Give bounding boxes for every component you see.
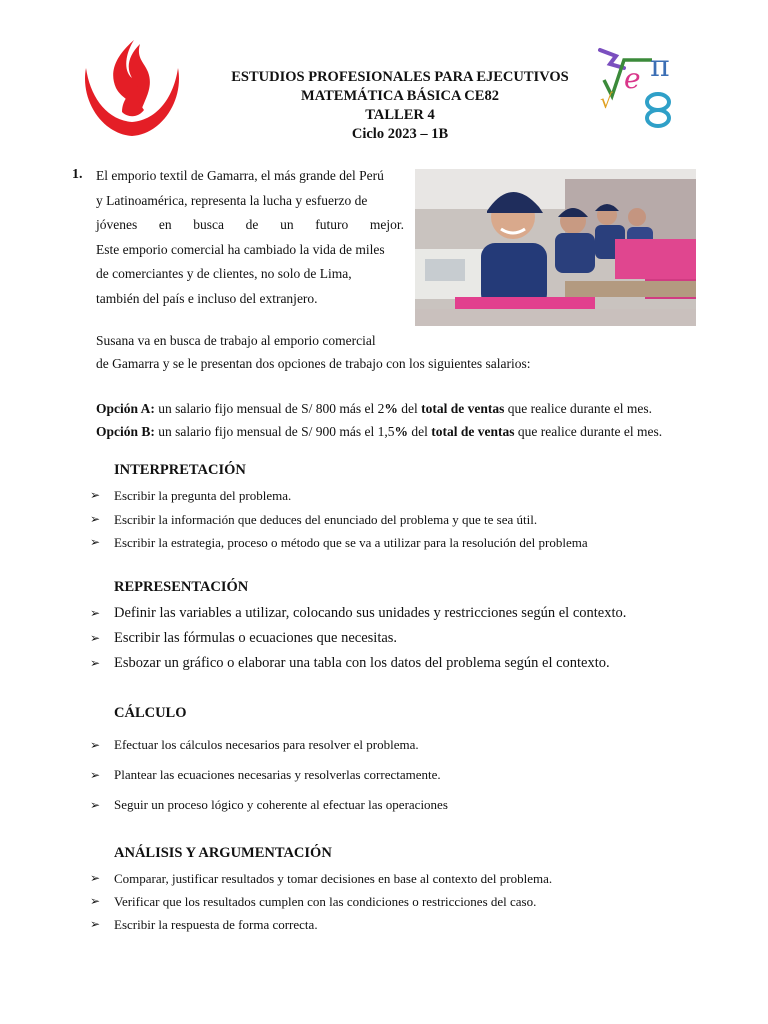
list-item [90,626,626,651]
option-b-bold: total de ventas [431,424,515,439]
list-item-text: Escribir la respuesta de forma correcta. [114,917,318,932]
section-title-calculo: CÁLCULO [114,705,187,721]
list-item [90,601,626,626]
document-header [200,68,600,144]
calculo-list [90,730,448,820]
section-title-interpretacion: INTERPRETACIÓN [114,462,246,478]
intro-line: también del país e incluso del extranjero. [96,290,318,306]
list-item-text: Escribir la pregunta del problema. [114,488,292,503]
section-title-analisis: ANÁLISIS Y ARGUMENTACIÓN [114,845,332,861]
svg-text:π: π [650,49,670,84]
option-a-text-3: que realice durante el mes. [504,401,653,416]
problem-number: 1. [72,167,83,182]
list-item-text: Verificar que los resultados cumplen con las condiciones o restricciones del caso. [114,894,537,909]
arrow-bullet-icon: ➢ [90,511,101,526]
arrow-bullet-icon: ➢ [90,488,101,502]
arrow-bullet-icon: ➢ [90,535,101,549]
option-a-label: Opción A: [96,401,155,416]
list-item [90,651,626,676]
header-line-1: ESTUDIOS PROFESIONALES PARA EJECUTIVOS [231,69,569,85]
context-line-2: de Gamarra y se le presentan dos opciones de trabajo con los siguientes salarios: [96,356,531,371]
list-item [90,913,552,936]
option-a-bold: total de ventas [421,401,505,416]
arrow-bullet-icon: ➢ [90,631,101,645]
intro-line: Este emporio comercial ha cambiado la vida de miles [96,241,385,257]
arrow-bullet-icon: ➢ [90,871,101,885]
interpretacion-list [90,484,588,555]
list-item-text: Escribir las fórmulas o ecuaciones que necesitas. [114,630,398,646]
arrow-bullet-icon: ➢ [90,656,101,670]
intro-line: El emporio textil de Gamarra, el más grande del Perú [96,168,384,183]
option-b [96,420,706,443]
list-item [90,531,588,555]
list-item-text: Efectuar los cálculos necesarios para resolver el problema. [114,737,419,752]
analisis-list [90,867,552,936]
list-item [90,508,588,532]
list-item [90,484,588,508]
option-b-label: Opción B: [96,424,155,439]
salary-options [96,397,706,443]
math-symbols-icon [594,40,690,130]
representacion-list [90,601,626,676]
option-a-text-2: del [397,401,422,416]
list-item-text: Seguir un proceso lógico y coherente al efectuar las operaciones [114,797,448,812]
header-line-3: TALLER 4 [365,107,435,123]
intro-line: jóvenes en busca de un futuro mejor. [96,217,404,232]
intro-line: y Latinoamérica, representa la lucha y esfuerzo de [96,192,368,208]
context-line-1: Susana va en busca de trabajo al emporio comercial [96,333,376,348]
list-item-text: Escribir la estrategia, proceso o método que se va a utilizar para la resolución del problema [114,535,588,550]
section-title-representacion: REPRESENTACIÓN [114,579,249,595]
list-item [90,760,448,790]
list-item-text: Escribir la información que deduces del enunciado del problema y que te sea útil. [114,511,538,527]
textile-worker-photo [415,169,696,326]
option-a-percent: % [384,401,398,416]
header-line-4: Ciclo 2023 – 1B [351,126,449,142]
list-item [90,730,448,760]
svg-text:√: √ [600,89,613,113]
option-b-text-1: un salario fijo mensual de S/ 900 más el 1,5 [154,424,395,439]
list-item-text: Esbozar un gráfico o elaborar una tabla con los datos del problema según el contexto. [114,655,610,671]
arrow-bullet-icon: ➢ [90,894,101,908]
intro-line: de comerciantes y de clientes, no solo de Lima, [96,266,352,281]
header-line-2: MATEMÁTICA BÁSICA CE82 [301,88,499,104]
arrow-bullet-icon: ➢ [90,798,101,812]
arrow-bullet-icon: ➢ [90,738,101,752]
problem-intro [96,164,404,311]
upc-logo-icon [78,38,186,142]
list-item [90,790,448,820]
problem-context [96,329,696,375]
arrow-bullet-icon: ➢ [90,606,101,620]
option-b-text-2: del [407,424,432,439]
list-item [90,867,552,890]
list-item-text: Plantear las ecuaciones necesarias y resolverlas correctamente. [114,767,441,782]
list-item-text: Comparar, justificar resultados y tomar decisiones en base al contexto del problema. [114,871,553,886]
list-item [90,890,552,913]
arrow-bullet-icon: ➢ [90,768,101,782]
svg-text:e: e [624,62,641,95]
arrow-bullet-icon: ➢ [90,917,101,931]
option-a-text-1: un salario fijo mensual de S/ 800 más el 2 [154,401,385,416]
option-a [96,397,706,420]
option-b-percent: % [394,424,408,439]
list-item-text: Definir las variables a utilizar, colocando sus unidades y restricciones según el contexto. [114,605,627,621]
option-b-text-3: que realice durante el mes. [514,424,663,439]
